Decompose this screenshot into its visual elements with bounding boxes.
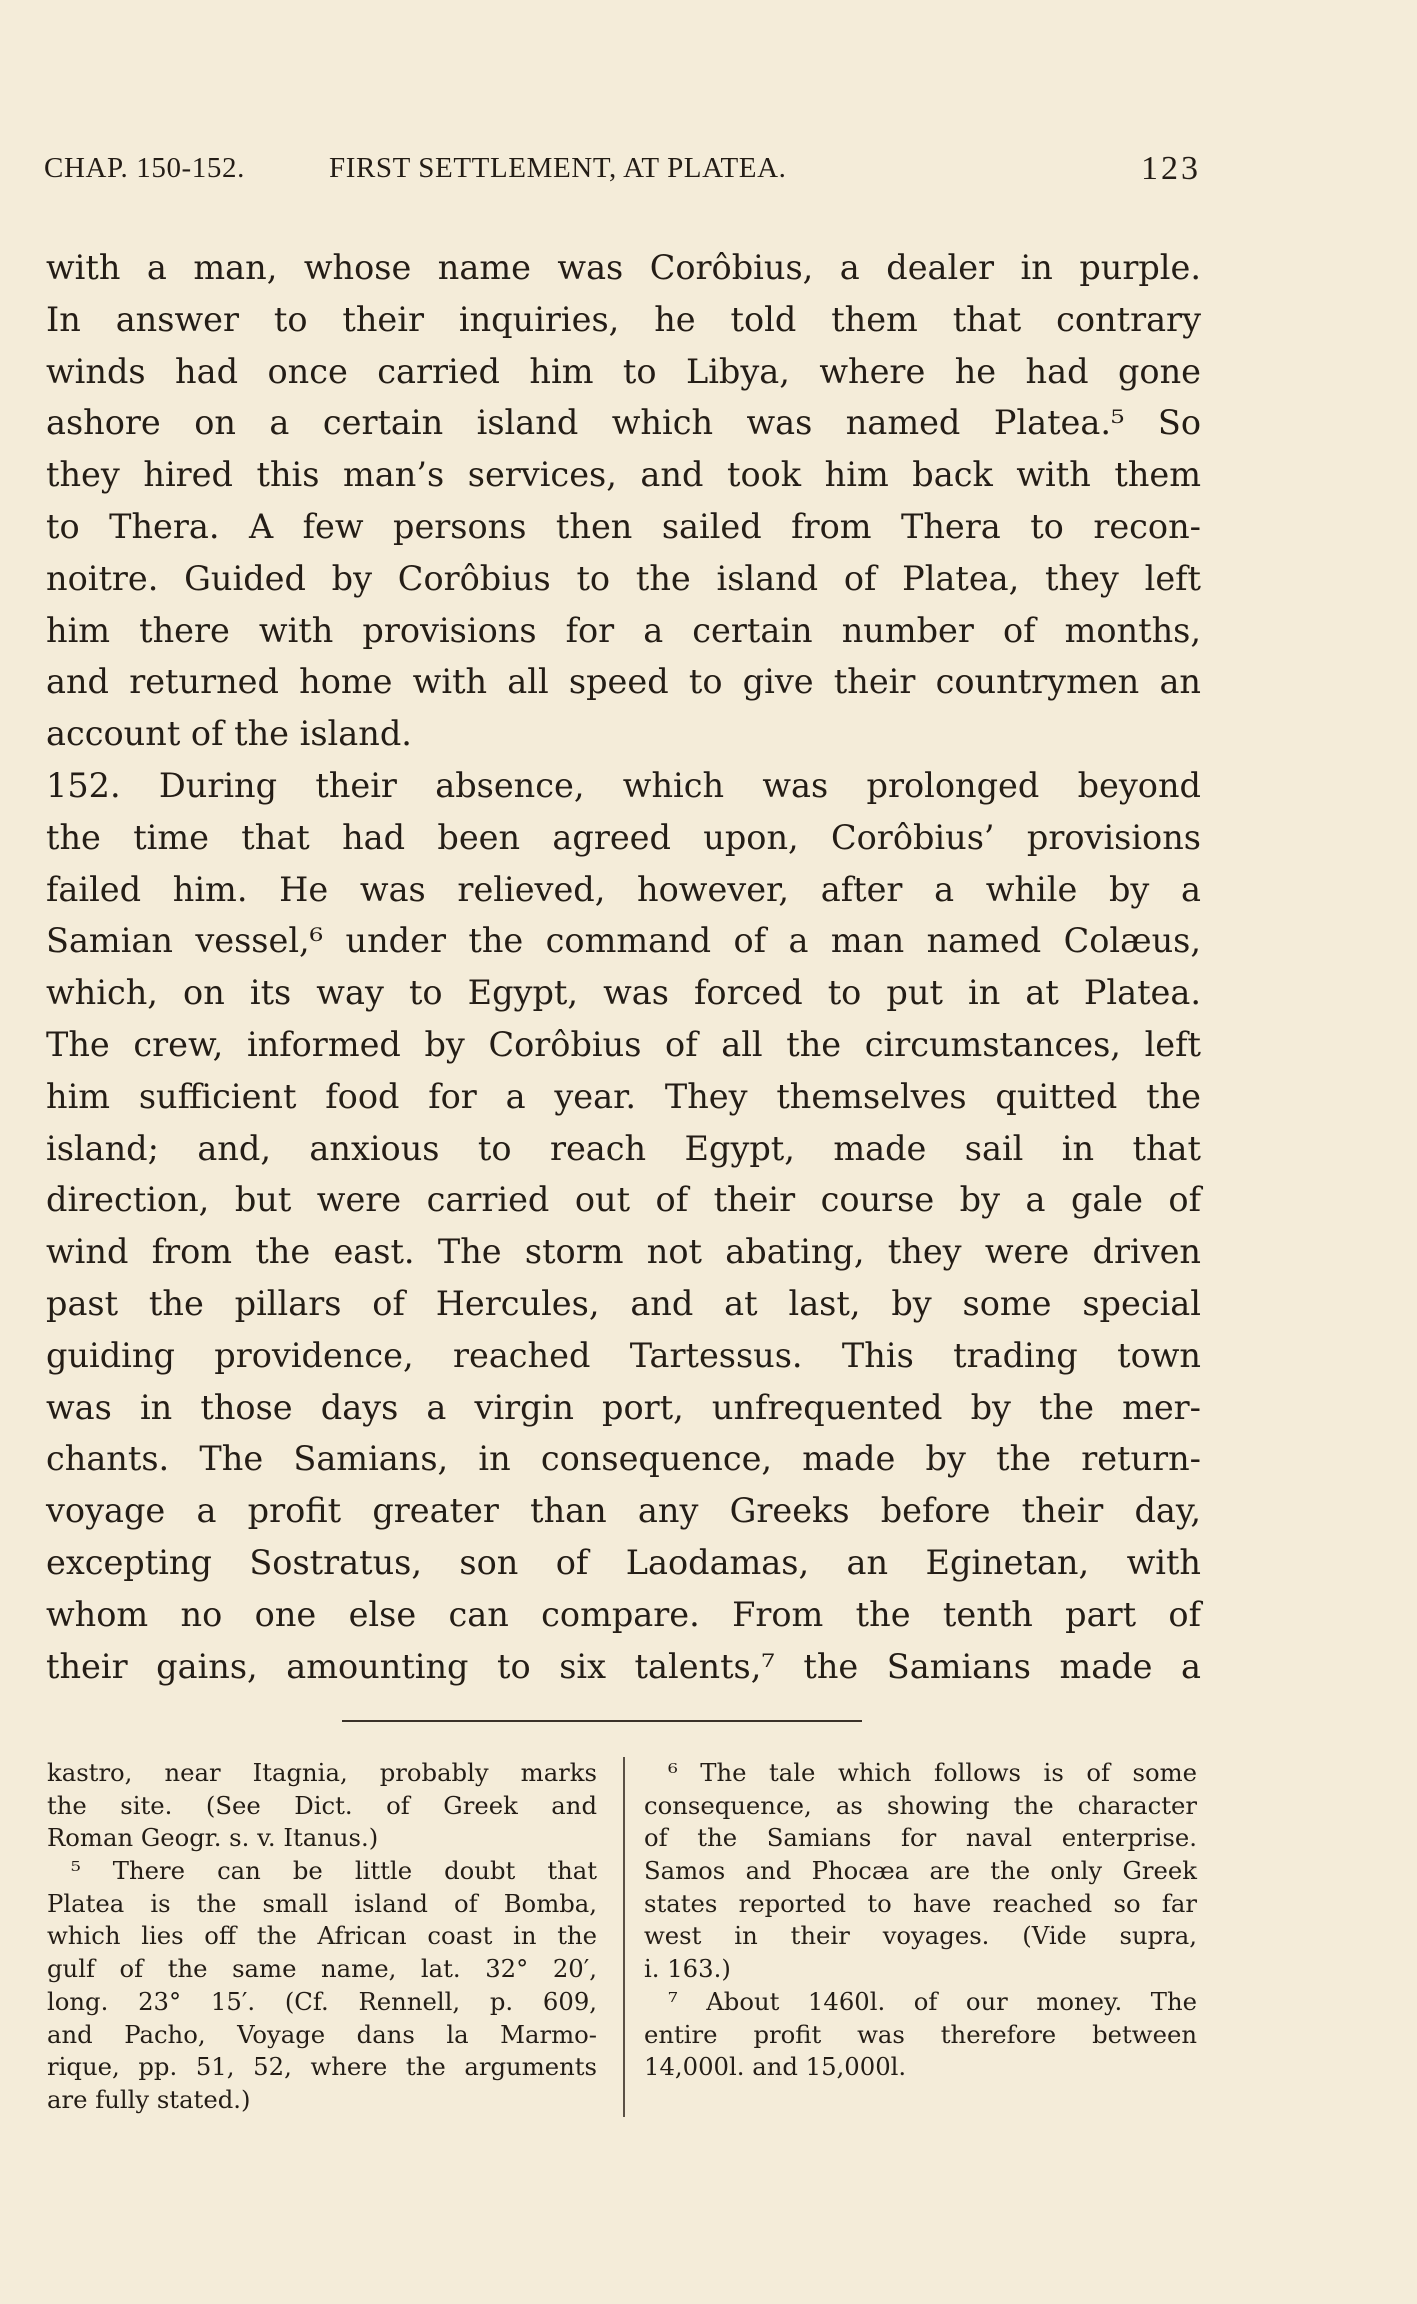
section-title: FIRST SETTLEMENT, AT PLATEA. xyxy=(329,152,787,184)
text-line: Samian vessel,⁶ under the command of a man named Colæus, xyxy=(46,921,1201,961)
footnote-6: ⁶ The tale which follows is of some xyxy=(668,1758,1197,1787)
footnote-line: Samos and Phocæa are the only Greek xyxy=(644,1856,1197,1886)
text-line: whom no one else can compare. From the tenth part of xyxy=(46,1594,1201,1634)
footnote-line: consequence, as showing the character xyxy=(644,1790,1197,1820)
footnote-line: are fully stated.) xyxy=(47,2084,251,2114)
text-line: The crew, informed by Corôbius of all the circumstances, left xyxy=(46,1024,1201,1064)
footnote-line: kastro, near Itagnia, probably marks xyxy=(47,1758,597,1787)
text-line: the time that had been agreed upon, Corôbius’ provisions xyxy=(46,817,1201,857)
footnote-line: long. 23° 15′. (Cf. Rennell, p. 609, xyxy=(47,1986,597,2016)
chapter-reference: CHAP. 150-152. xyxy=(44,152,245,184)
page-number: 123 xyxy=(1141,150,1201,187)
footnote-7: ⁷ About 1460l. of our money. The xyxy=(668,1986,1197,2016)
text-line: voyage a profit greater than any Greeks before their day, xyxy=(46,1491,1201,1531)
footnote-line: i. 163.) xyxy=(644,1954,731,1984)
footnote-line: west in their voyages. (Vide supra, xyxy=(644,1921,1197,1951)
footnote-line: states reported to have reached so far xyxy=(644,1888,1197,1918)
section-152-start: 152. During their absence, which was prolonged beyond xyxy=(46,765,1201,805)
text-line: chants. The Samians, in consequence, made by the return- xyxy=(46,1439,1201,1479)
footnote-line: entire profit was therefore between xyxy=(644,2019,1197,2049)
footnote-line: which lies off the African coast in the xyxy=(47,1921,597,1951)
footnote-line: of the Samians for naval enterprise. xyxy=(644,1823,1197,1853)
footnote-divider xyxy=(342,1720,862,1722)
text-line: excepting Sostratus, son of Laodamas, an Eginetan, with xyxy=(46,1542,1201,1582)
text-line: guiding providence, reached Tartessus. This trading town xyxy=(46,1335,1201,1375)
footnote-line: gulf of the same name, lat. 32° 20′, xyxy=(47,1954,597,1984)
main-text xyxy=(46,242,1201,1692)
footnote-line: 14,000l. and 15,000l. xyxy=(644,2052,907,2082)
running-head xyxy=(44,152,1201,188)
text-line: account of the island. xyxy=(46,714,412,754)
footnote-line: and Pacho, Voyage dans la Marmo- xyxy=(47,2019,597,2049)
footnote-5: ⁵ There can be little doubt that xyxy=(71,1856,597,1886)
text-line: was in those days a virgin port, unfrequented by the mer- xyxy=(46,1387,1201,1427)
text-line: direction, but were carried out of their course by a gale of xyxy=(46,1180,1201,1220)
text-line: to Thera. A few persons then sailed from Thera to recon- xyxy=(46,506,1201,546)
text-line: they hired this man’s services, and took him back with them xyxy=(46,455,1201,495)
text-line: and returned home with all speed to give their countrymen an xyxy=(46,662,1201,702)
text-line: noitre. Guided by Corôbius to the island of Platea, they left xyxy=(46,558,1201,598)
footnote-column-rule xyxy=(623,1757,625,2117)
text-line: wind from the east. The storm not abating, they were driven xyxy=(46,1232,1201,1272)
footnote-line: Roman Geogr. s. v. Itanus.) xyxy=(47,1823,379,1853)
text-line: him there with provisions for a certain number of months, xyxy=(46,610,1201,650)
text-line: winds had once carried him to Libya, where he had gone xyxy=(46,351,1201,391)
text-line: In answer to their inquiries, he told them that contrary xyxy=(46,299,1201,339)
text-line: failed him. He was relieved, however, after a while by a xyxy=(46,869,1201,909)
text-line: ashore on a certain island which was named Platea.⁵ So xyxy=(46,403,1201,443)
text-line: their gains, amounting to six talents,⁷ the Samians made a xyxy=(46,1646,1201,1686)
text-line: island; and, anxious to reach Egypt, made sail in that xyxy=(46,1128,1201,1168)
footnotes-left-column xyxy=(47,1757,597,2117)
text-line: which, on its way to Egypt, was forced to put in at Platea. xyxy=(46,973,1201,1013)
text-line: with a man, whose name was Corôbius, a dealer in purple. xyxy=(46,248,1201,287)
text-line: him sufficient food for a year. They themselves quitted the xyxy=(46,1076,1201,1116)
footnote-line: Platea is the small island of Bomba, xyxy=(47,1888,597,1918)
footnote-line: rique, pp. 51, 52, where the arguments xyxy=(47,2052,597,2082)
footnotes-right-column xyxy=(644,1757,1197,2084)
text-line: past the pillars of Hercules, and at last, by some special xyxy=(46,1283,1201,1323)
footnote-line: the site. (See Dict. of Greek and xyxy=(47,1790,597,1820)
